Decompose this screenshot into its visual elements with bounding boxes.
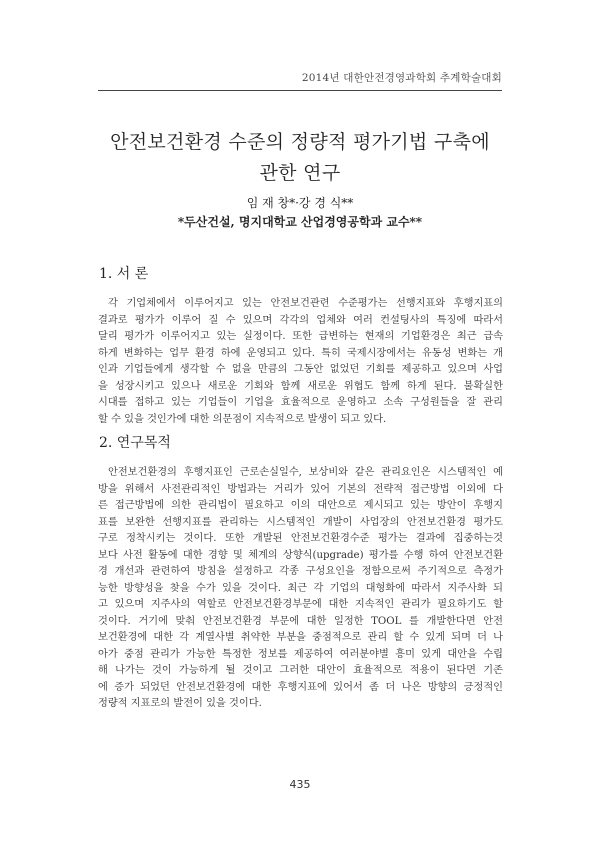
title-line-2: 관한 연구 — [259, 162, 341, 184]
paragraph-line: 보건환경에 대한 각 계열사별 취약한 부분을 중점적으로 관리 할 수 있게 되며 더 나 — [98, 632, 503, 643]
paragraph-line: 인과 기업들에게 생각할 수 없을 만큼의 그동안 없었던 기회를 제공하고 있으며 사업 — [98, 364, 503, 375]
paragraph-line: 할 수 있을 것인가에 대한 의문점이 지속적으로 발생이 되고 있다. — [98, 413, 387, 425]
paragraph-line: 하게 변화하는 업무 환경 하에 운영되고 있다. 특히 국제시장에서는 유동성 변화는 개 — [98, 347, 503, 359]
paragraph-line: 것이다. 거기에 맞춰 안전보건환경 부문에 대한 일정한 TOOL 를 개발한다면 안전 — [98, 615, 503, 627]
running-header: 2014년 대한안전경영과학회 추계학술대회 — [301, 72, 502, 84]
title-line-1: 안전보건환경 수준의 정량적 평가기법 구축에 — [110, 131, 490, 153]
paragraph-line: 경 개선과 관련하여 방침을 설정하고 각종 구성요인을 정함으로써 주기적으로 측정가 — [98, 566, 503, 577]
header-rule — [98, 90, 502, 91]
paragraph-line: 방을 위해서 사전관리적인 방법과는 거리가 있어 기본의 전략적 접근방법 이외에 다 — [98, 483, 503, 495]
paragraph-line: 달리 평가가 이루어지고 있는 실정이다. 또한 급변하는 현재의 기업환경은 최근 급속 — [98, 331, 503, 342]
paragraph-line: 보다 사전 활동에 대한 경향 및 체계의 상향식(upgrade) 평가를 수행 하여 안전보건환 — [98, 549, 503, 561]
paragraph-line: 에 증가 되었던 안전보건환경에 대한 후행지표에 있어서 좀 더 나은 방향의 긍정적인 — [98, 681, 503, 693]
paragraph-line: 표를 보완한 선행지표를 관리하는 시스템적인 개발이 사업장의 안전보건환경 평가도 — [98, 516, 503, 528]
paragraph-line: 른 접근방법에 의한 관리법이 필요하고 이의 대안으로 제시되고 있는 방안이 후행지 — [98, 500, 503, 511]
paragraph-line: 시대를 접하고 있는 기업들이 기업을 효율적으로 운영하고 소속 구성원들을 잘 관리 — [98, 397, 503, 408]
paper-title — [90, 127, 510, 189]
paragraph-line: 능한 방향성을 찾을 수가 있을 것이다. 최근 각 기업의 대형화에 따라서 지주사화 되 — [98, 582, 503, 594]
paragraph-line: 안전보건환경의 후행지표인 근로손실일수, 보상비와 같은 관리요인은 시스템적인 예 — [108, 467, 503, 478]
author-names: 임 재 창*·강 경 식** — [246, 196, 354, 210]
paragraph-line: 고 있으며 지주사의 역할로 안전보건환경부문에 대한 지속적인 관리가 필요하기도 할 — [98, 599, 503, 610]
introduction-paragraph — [98, 296, 503, 428]
paragraph-line: 을 성장시키고 있으나 새로운 기회와 함께 새로운 위협도 함께 하게 된다. 불확실한 — [98, 380, 503, 392]
section-heading-research-purpose: 2. 연구목적 — [99, 435, 171, 451]
paragraph-line: 각 기업체에서 이루어지고 있는 안전보건관련 수준평가는 선행지표와 후행지표의 — [108, 298, 503, 309]
paragraph-line: 정량적 지표로의 발전이 있을 것이다. — [98, 698, 262, 709]
author-affiliations: *두산건설, 명지대학교 산업경영공학과 교수** — [177, 215, 423, 229]
page-number: 435 — [289, 778, 311, 791]
paragraph-line: 해 나가는 것이 가능하게 될 것이고 그러한 대안이 효율적으로 적용이 된다면 기존 — [98, 665, 503, 676]
paragraph-line: 결과로 평가가 이루어 질 수 있으며 각각의 업체와 여러 컨설팅사의 특징에 따라서 — [98, 314, 503, 326]
paragraph-line: 구로 정착시키는 것이다. 또한 개발된 안전보건환경수준 평가는 결과에 집중하는것 — [98, 533, 503, 544]
research-purpose-paragraph — [98, 465, 503, 713]
paragraph-line: 아가 중점 관리가 가능한 특정한 정보를 제공하여 여러분야별 흥미 있게 대안을 수립 — [98, 648, 503, 660]
section-heading-introduction: 1. 서 론 — [99, 266, 149, 282]
